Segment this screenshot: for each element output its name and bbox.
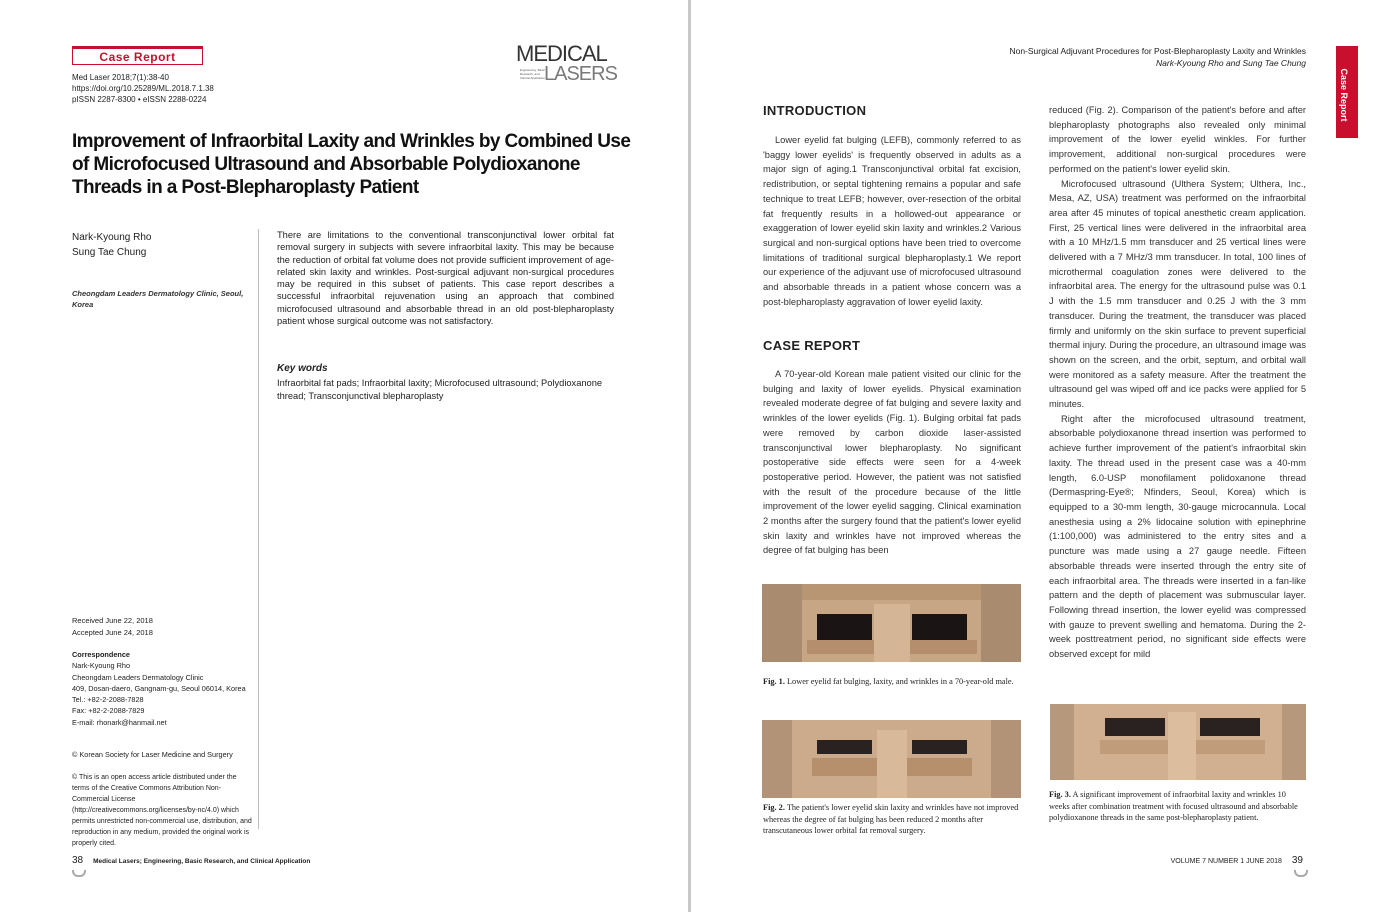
col2-paragraph-1: reduced (Fig. 2). Comparison of the patient's before and after blepharoplasty photographs also revealed only minimal improvement of the lower eyelid winkles. For further improvement, additional non-surgical procedures were performed on the patient's lower eyelid skin. <box>1049 105 1306 174</box>
corr-line: Cheongdam Leaders Dermatology Clinic <box>72 672 204 682</box>
logo-lasers: LASERS <box>544 63 617 85</box>
figure-2-image <box>762 720 1021 798</box>
keywords-heading: Key words <box>277 363 328 374</box>
logo-medical: MEDICAL <box>516 41 607 66</box>
corr-line: Nark-Kyoung Rho <box>72 661 130 671</box>
figure-2-label: Fig. 2. <box>763 803 785 812</box>
running-header <box>1009 45 1306 69</box>
author-1: Nark-Kyoung Rho <box>72 232 152 243</box>
accepted-date: Accepted June 24, 2018 <box>72 628 153 637</box>
received-date: Received June 22, 2018 <box>72 616 153 625</box>
open-access-notice: © This is an open access article distributed under the terms of the Creative Commons Attribution Non-Commercial License (http://creativecommons.org/licenses/by-nc/4.0) which permits unrestricted non-commercial use, distribution, and reproduction in any medium, provided the original work is properly cited. <box>72 774 252 847</box>
dates <box>72 615 153 639</box>
right-page <box>691 0 1378 912</box>
corr-line: Tel.: +82-2-2088-7828 <box>72 695 144 705</box>
introduction-text <box>763 133 1021 309</box>
affiliation: Cheongdam Leaders Dermatology Clinic, Seoul, Korea <box>72 289 244 309</box>
column-2-text <box>1049 103 1306 662</box>
logo-subtitle: Engineering, Basic Research, and Clinical Application <box>520 68 546 80</box>
figure-2-caption-text: The patient's lower eyelid skin laxity and wrinkles have not improved whereas the degree of fat bulging has been reduced 2 months after transcutaneous lower orbital fat removal surgery. <box>763 803 1019 835</box>
keywords: Infraorbital fat pads; Infraorbital laxity; Microfocused ultrasound; Polydioxanone thread; Transconjunctival blepharoplasty <box>277 378 603 401</box>
page-number-left: 38 <box>72 855 84 866</box>
citation: Med Laser 2018;7(1):38-40 <box>72 73 169 82</box>
figure-2-caption <box>763 802 1021 837</box>
doi-link[interactable]: https://doi.org/10.25289/ML.2018.7.1.38 <box>72 84 214 93</box>
figure-1-caption-text: Lower eyelid fat bulging, laxity, and wrinkles in a 70-year-old male. <box>786 677 1014 686</box>
col2-paragraph-2: Microfocused ultrasound (Ulthera System; Ulthera, Inc., Mesa, AZ, USA) treatment was performed on the infraorbital area after 45 minutes of topical anesthetic cream application. First, 25 vertical lines were delivered in the infraorbital area with a 10 MHz/1.5 mm transducer and 25 vertical lines were delivered with a 7 MHz/3 mm transducer. In total, 100 lines of microthermal coagulation zones were delivered to the infraorbital area. The energy for the ultrasound pulse was 0.1 J with the 1.5 mm transducer and 0.25 J with the 3 mm transducer. During the treatment, the transducer was placed firmly and uniformly on the skin surface to prevent superficial thermal injury. During the procedure, an ultrasound image was shown on the screen, and the orbit, septum, and orbital wall were monitored as a safety measure. After the treatment the ultrasound gel was wiped off and ice packs were applied for 5 minutes. <box>1049 178 1306 410</box>
correspondence-heading: Correspondence <box>72 650 130 659</box>
figure-3-pixelated-face <box>1050 704 1306 780</box>
col2-paragraph-3: Right after the microfocused ultrasound treatment, absorbable polydioxanone thread insertion was performed to achieve further improvement of the patient's infraorbital skin laxity. The thread used in the present case was a 40-mm length, 6.0-USP monofilament polidoxanone thread (Dermaspring-Eye®; Nfinders, Seoul, Korea) which is equipped to a 30-mm length, 30-gauge microcannula. Local anesthesia using a 2% lidocaine solution with epinephrine (1:100,000) was administered to the entry sites and a puncture was made using a 27 gauge needle. Fifteen absorbable threads were inserted through the entry site of each infraorbital area. The threads were inserted in a fan-like pattern and the depth of placement was submuscular layer. Following thread insertion, the lower eyelid was compressed with gauze to prevent swelling and hematoma. During the 2-week posttreatment period, no significant side effects were observed except for mild <box>1049 413 1306 660</box>
fold-mark <box>72 870 86 877</box>
corr-line: 409, Dosan-daero, Gangnam-gu, Seoul 06014, Korea <box>72 683 246 693</box>
corr-email[interactable]: E-mail: rhonark@hanmail.net <box>72 717 167 727</box>
figure-2-pixelated-face <box>762 720 1021 798</box>
side-tab-label: Case Report <box>1339 68 1349 122</box>
volume-info: VOLUME 7 NUMBER 1 JUNE 2018 <box>1170 858 1282 865</box>
introduction-heading: INTRODUCTION <box>763 103 867 118</box>
running-authors: Nark-Kyoung Rho and Sung Tae Chung <box>1156 58 1306 68</box>
case-report-heading: CASE REPORT <box>763 338 861 353</box>
figure-1-pixelated-face <box>762 584 1021 662</box>
fold-mark <box>1294 870 1308 877</box>
journal-logo <box>516 43 616 83</box>
case-paragraph: A 70-year-old Korean male patient visited our clinic for the bulging and laxity of lower eyelids. Physical examination revealed moderate degree of fat bulging and severe laxity and wrinkles of the lower eyelids (Fig. 1). Bulging orbital fat pads were removed by carbon dioxide laser-assisted transconjunctival lower blepharoplasty. No significant postoperative side effects were seen for a 4-week postoperative period. However, the patient was not satisfied with the result of the procedure because of the little improvement of the lower eyelid sagging. Clinical examination 2 months after the surgery found that the patient's lower eyelid skin laxity and wrinkles have not improved whereas the degree of fat bulging has been <box>763 369 1021 556</box>
corr-line: Fax: +82-2-2088-7829 <box>72 706 145 716</box>
figure-1-label: Fig. 1. <box>763 677 785 686</box>
author-list <box>72 230 151 260</box>
figure-3-caption <box>1049 789 1307 824</box>
abstract: There are limitations to the conventional transconjunctival lower orbital fat removal surgery in subjects with severe infraorbital laxity. This may be because the reduction of orbital fat volume does not provide sufficient improvement of age-related skin laxity and wrinkles. Post-surgical adjuvant non-surgical procedures may be required in this subset of patients. This case report describes a successful infraorbital rejuvenation using an approach that combined microfocused ultrasound and absorbable thread in an old post-blepharoplasty patient whose surgical outcome was not satisfactory. <box>277 230 614 327</box>
case-report-badge <box>72 46 203 65</box>
abstract-divider <box>258 229 259 829</box>
case-report-side-tab <box>1336 46 1358 138</box>
copyright-notice: © Korean Society for Laser Medicine and Surgery <box>72 750 233 759</box>
issn: pISSN 2287-8300 • eISSN 2288-0224 <box>72 95 207 104</box>
right-footer <box>1171 855 1303 866</box>
author-2: Sung Tae Chung <box>72 247 147 258</box>
case-report-label: Case Report <box>99 50 176 64</box>
article-title: Improvement of Infraorbital Laxity and Wrinkles by Combined Use of Microfocused Ultrasound and Absorbable Polydioxanone Threads in a Post-Blepharoplasty Patient <box>72 131 631 198</box>
figure-1-image <box>762 584 1021 662</box>
page-number-right: 39 <box>1291 855 1303 866</box>
figure-3-caption-text: A significant improvement of infraorbital laxity and wrinkles 10 weeks after combination treatment with focused ultrasound and absorbable polydioxanone threads in the same post-blepharoplasty patient. <box>1049 790 1298 822</box>
left-footer <box>72 855 310 866</box>
running-title: Non-Surgical Adjuvant Procedures for Post-Blepharoplasty Laxity and Wrinkles <box>1009 46 1306 56</box>
intro-paragraph: Lower eyelid fat bulging (LEFB), commonly referred to as 'baggy lower eyelids' is frequently observed in adults as a major sign of aging.1 Transconjunctival orbital fat excision, redistribution, or septal tightening remains a popular and safe technique to treat LEFB; however, over-resection of the orbital fat frequently results in a hollowed-out appearance or exaggeration of lower eyelid skin laxity and wrinkles.2 Various surgical and non-surgical options have been tried to overcome limitations of traditional surgical blepharoplasty.1 We report our experience of the adjuvant use of microfocused ultrasound and absorbable threads in a patient whose concern was a post-blepharoplasty aggravation of lower eyelid laxity. <box>763 135 1021 307</box>
figure-3-image <box>1050 704 1306 780</box>
figure-3-label: Fig. 3. <box>1049 790 1071 799</box>
article-meta <box>72 72 214 105</box>
left-page <box>0 0 688 912</box>
case-report-text <box>763 367 1021 558</box>
journal-name: Medical Lasers; Engineering, Basic Research, and Clinical Application <box>93 858 311 865</box>
correspondence <box>72 649 252 728</box>
figure-1-caption <box>763 676 1021 688</box>
